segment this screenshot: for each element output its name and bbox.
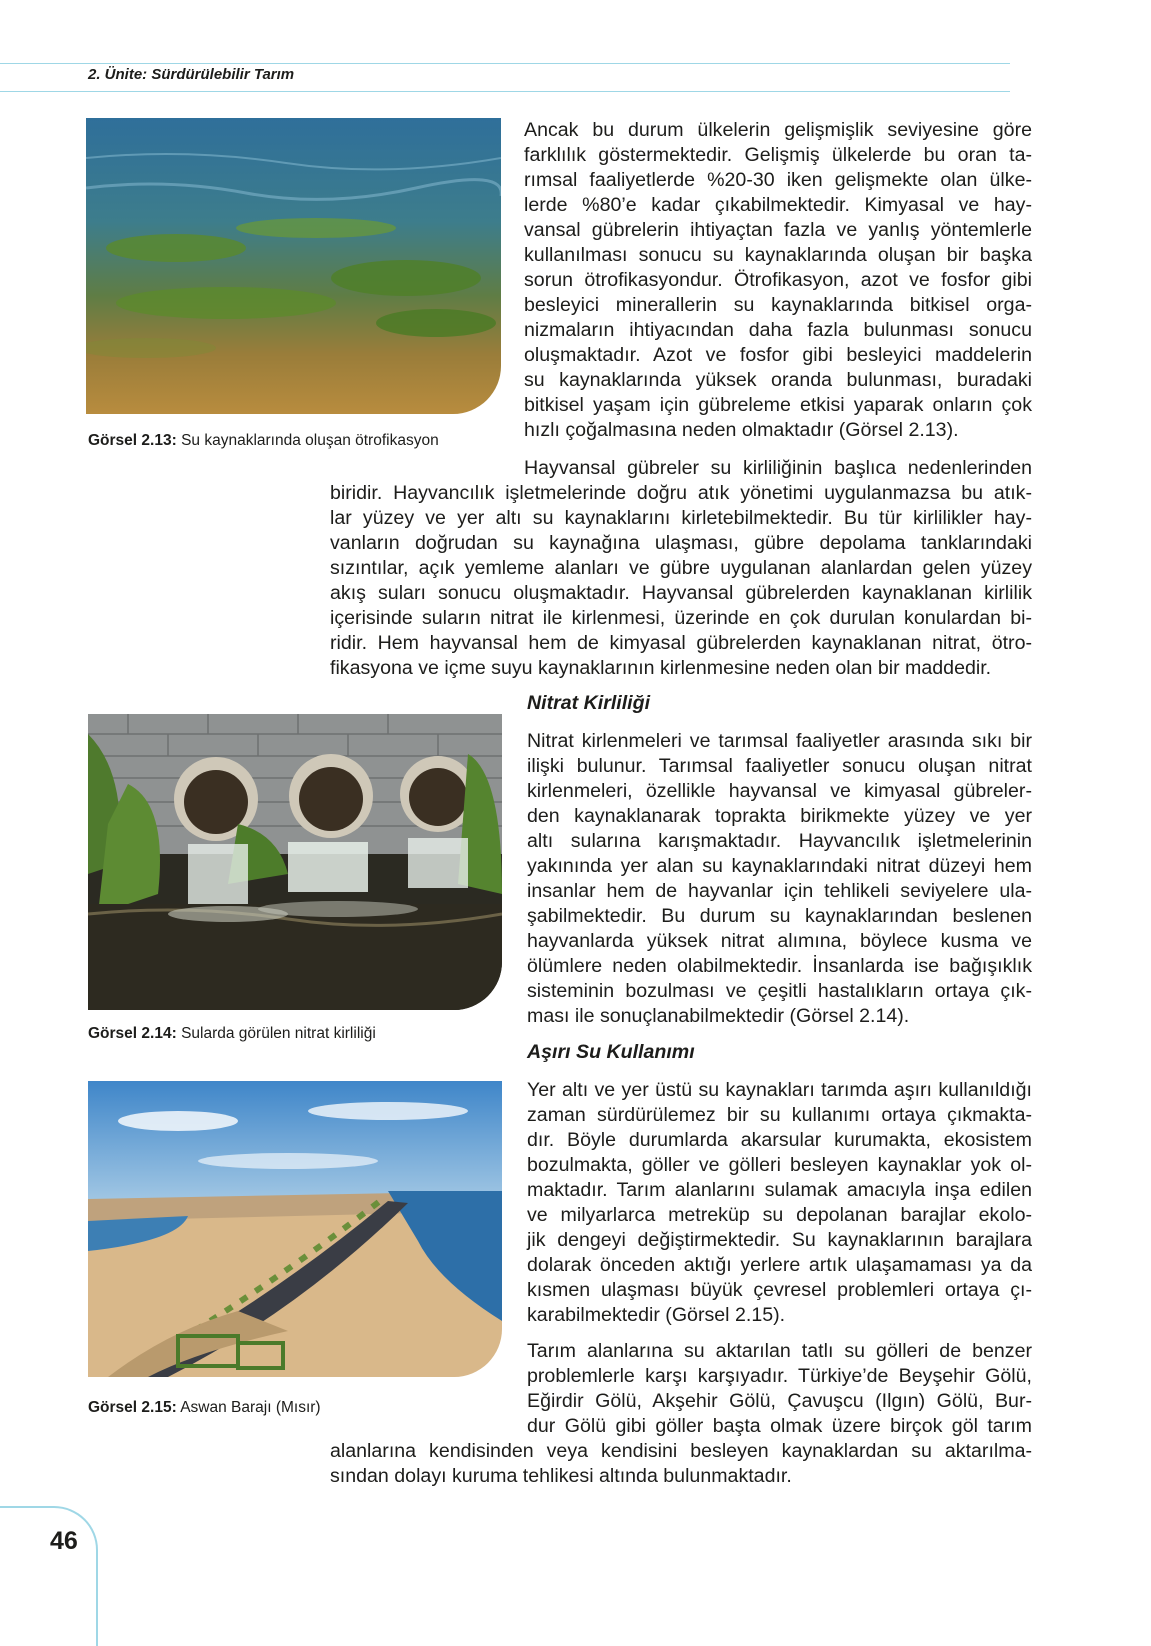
text-line: ması ile sonuçlanabilmektedir (Görsel 2.14). <box>527 1005 910 1027</box>
text-line: altı sularına karışmaktadır. Hayvancılık işletmelerinin <box>527 830 1032 852</box>
paragraph-2-first-line: Hayvansal gübreler su kirliliğinin başlıca nedenlerinden <box>524 457 1032 479</box>
figure-label: Görsel 2.13: <box>88 432 177 449</box>
figure-caption-2-14 <box>88 1025 376 1043</box>
figure-caption-text: Aswan Barajı (Mısır) <box>180 1399 321 1416</box>
text-line: besleyici minerallerin su kaynaklarında bitkisel orga- <box>524 294 1032 316</box>
text-line: lar yüzey ve yer altı su kaynaklarını kirletebilmektedir. Bu tür kirlilikler hay- <box>330 507 1032 529</box>
text-line: dır. Böyle durumlarda akarsular kurumakta, ekosistem <box>527 1129 1032 1151</box>
text-line: den kaynaklanarak toprakta birikmekte yüzey ve yer <box>527 805 1032 827</box>
text-line: kısmen ulaşması büyük çevresel problemleri ortaya çı- <box>527 1279 1032 1301</box>
text-line: sızıntılar, açık yemleme alanları ve gübre uygulanan alanlardan gelen yüzey <box>330 557 1032 579</box>
text-line: fikasyona ve içme suyu kaynaklarının kirlenmesine neden olan bir maddedir. <box>330 657 992 679</box>
page-number-tab <box>0 1506 98 1646</box>
paragraph-2 <box>330 481 1032 681</box>
text-line: jik dengeyi değiştirmektedir. Su kaynaklarının barajlara <box>527 1229 1032 1251</box>
text-line: rımsal faaliyetlerde %20-30 iken gelişmekte olan ülke- <box>524 169 1032 191</box>
text-line: hızlı çoğalmasına neden olmaktadır (Görsel 2.13). <box>524 419 959 441</box>
text-line: biridir. Hayvancılık işletmelerinde doğru atık yönetimi uygulanmazsa bu atık- <box>330 482 1032 504</box>
page-number: 46 <box>50 1527 78 1555</box>
drain-pipes-photo <box>88 714 502 1010</box>
figure-label: Görsel 2.14: <box>88 1025 177 1042</box>
text-line: dolarak önceden aktığı yerlere artık ulaşamaması ya da <box>527 1254 1032 1276</box>
text-line: Ancak bu durum ülkelerin gelişmişlik seviyesine göre <box>524 119 1032 141</box>
section-heading-nitrat: Nitrat Kirliliği <box>527 692 651 714</box>
text-line: insanlar hem de hayvanlar için tehlikeli seviyelere ula- <box>527 880 1032 902</box>
text-line: ölümlere neden olabilmektedir. İnsanlarda ise bağışıklık <box>527 955 1032 977</box>
text-line: Yer altı ve yer üstü su kaynakları tarımda aşırı kullanıldığı <box>527 1079 1032 1101</box>
text-line: alanlarına kendisinden veya kendisini besleyen kaynaklardan su aktarılma- <box>330 1440 1032 1462</box>
text-line: bitkisel yaşam için gübreleme etkisi yaparak onların çok <box>524 394 1032 416</box>
text-line: ilişki bulunur. Tarımsal faaliyetler sonucu oluşan nitrat <box>527 755 1032 777</box>
section-heading-water-overuse: Aşırı Su Kullanımı <box>527 1041 695 1063</box>
text-line: oluşmaktadır. Azot ve fosfor gibi besleyici maddelerin <box>524 344 1032 366</box>
text-line: problemlerle karşı karşıyadır. Türkiye’de Beyşehir Gölü, <box>527 1365 1032 1387</box>
text-line: bozulmakta, göller ve gölleri besleyen kaynaklar yok ol- <box>527 1154 1032 1176</box>
text-line: içerisinde suların nitrat ile kirlenmesi, üzerinde en çok durulan konulardan bi- <box>330 607 1032 629</box>
unit-title: 2. Ünite: Sürdürülebilir Tarım <box>88 66 295 83</box>
text-line: Eğirdir Gölü, Akşehir Gölü, Çavuşcu (Ilgın) Gölü, Bur- <box>527 1390 1032 1412</box>
text-line: dur Gölü gibi göller başta olmak üzere birçok göl tarım <box>527 1415 1032 1437</box>
paragraph-1 <box>524 118 1032 443</box>
text-line: Tarım alanlarına su aktarılan tatlı su gölleri de benzer <box>527 1340 1032 1362</box>
text-line: sisteminin bozulması ve çeşitli hastalıkların ortaya çık- <box>527 980 1032 1002</box>
text-line: sından dolayı kuruma tehlikesi altında bulunmaktadır. <box>330 1465 792 1487</box>
figure-caption-2-15 <box>88 1399 321 1417</box>
text-line: ve milyarlarca metreküp su depolanan barajlar ekolo- <box>527 1204 1032 1226</box>
text-line: akış suları sonucu oluşmaktadır. Hayvansal gübrelerden kaynaklanan kirlilik <box>330 582 1032 604</box>
text-line: hayvanlarda yüksek nitrat alımına, böylece kusma ve <box>527 930 1032 952</box>
eutrophication-photo <box>86 118 501 414</box>
text-line: maktadır. Tarım alanlarını sulamak amacıyla inşa edilen <box>527 1179 1032 1201</box>
text-line: kirlenmeleri, özellikle hayvansal ve kimyasal gübreler- <box>527 780 1032 802</box>
text-line: sorun ötrofikasyondur. Ötrofikasyon, azot ve fosfor gibi <box>524 269 1032 291</box>
text-line: yakınında yer alan su kaynaklarındaki nitrat düzeyi hem <box>527 855 1032 877</box>
paragraph-3 <box>527 729 1032 1029</box>
header-rule-top <box>0 63 1010 64</box>
paragraph-5-wide <box>330 1439 1032 1489</box>
text-line: kullanılması sonucu su kaynaklarında oluşan bir başka <box>524 244 1032 266</box>
figure-caption-text: Sularda görülen nitrat kirliliği <box>181 1025 376 1042</box>
dam-photo <box>88 1081 502 1377</box>
text-line: farklılık göstermektedir. Gelişmiş ülkelerde bu oran ta- <box>524 144 1032 166</box>
text-line: vanların doğrudan su kaynağına ulaşması, gübre depolama tanklarındaki <box>330 532 1032 554</box>
text-line: Nitrat kirlenmeleri ve tarımsal faaliyetler arasında sıkı bir <box>527 730 1032 752</box>
text-line: lerde %80’e kadar çıkabilmektedir. Kimyasal ve hay- <box>524 194 1032 216</box>
paragraph-5 <box>527 1339 1032 1439</box>
text-line: ridir. Hem hayvansal hem de kimyasal gübrelerden kaynaklanan nitrat, ötro- <box>330 632 1032 654</box>
figure-label: Görsel 2.15: <box>88 1399 177 1416</box>
text-line: şabilmektedir. Bu durum su kaynaklarından beslenen <box>527 905 1032 927</box>
text-line: karabilmektedir (Görsel 2.15). <box>527 1304 786 1326</box>
text-line: nizmaların ihtiyacından daha fazla bulunması sonucu <box>524 319 1032 341</box>
text-line: zaman sürdürülemez bir su kullanımı ortaya çıkmakta- <box>527 1104 1032 1126</box>
header-rule-bottom <box>0 91 1010 92</box>
figure-caption-2-13 <box>88 432 439 450</box>
paragraph-4 <box>527 1078 1032 1328</box>
text-line: vansal gübrelerin ihtiyaçtan fazla ve yanlış yöntemlerle <box>524 219 1032 241</box>
text-line: su kaynaklarında yüksek oranda bulunması, buradaki <box>524 369 1032 391</box>
figure-caption-text: Su kaynaklarında oluşan ötrofikasyon <box>181 432 439 449</box>
